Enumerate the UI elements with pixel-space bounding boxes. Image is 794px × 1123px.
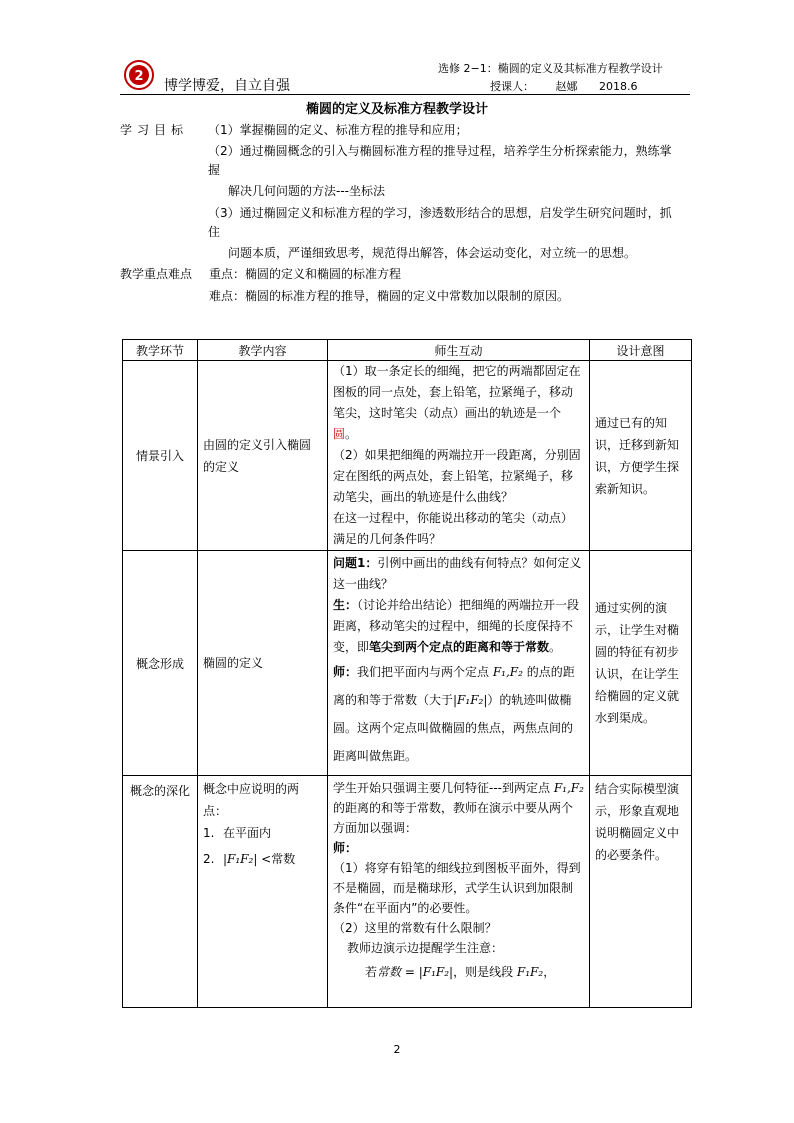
interaction-para: （1）将穿有铅笔的细线拉到图板平面外，得到不是椭圆，而是椭球形，式学生认识到加限制条件“在平面内”的必要性。 [333,861,581,915]
interaction-cell [328,551,590,776]
list-item: 1. 在平面内 [203,826,272,840]
table-row [123,776,692,1008]
interaction-para: 生：（讨论并给出结论）把细绳的两端拉开一段距离，移动笔尖的过程中，细绳的长度保持不变，即笔尖到两个定点的距离和等于常数。 [333,598,580,654]
interaction-para: 若常数 = |F₁F₂|，则是线段 F₁F₂， [365,965,556,979]
content-cell: 由圆的定义引入椭圆的定义 [198,361,328,551]
interaction-para: 师： [333,841,358,855]
intent-cell: 结合实际模型演示，形象直观地说明椭圆定义中的必要条件。 [590,776,692,1008]
header-divider [120,94,690,95]
interaction-para: 学生开始只强调主要几何特征---到两定点 F₁,F₂的距离的和等于常数，教师在演示中要从两个方面加以强调： [333,781,584,835]
teacher-name: 赵娜 [555,80,578,93]
date: 2018.6 [599,80,638,93]
objective-2a: （2）通过椭圆概念的引入与椭圆标准方程的推导过程，培养学生分析探索能力，熟练掌 [208,144,672,158]
table-header-row [123,340,692,361]
svg-text:2: 2 [134,69,144,84]
objective-3b: 住 [208,225,221,239]
intent-cell: 通过实例的演示，让学生对椭圆的特征有初步认识，在让学生给椭圆的定义就水到渠成。 [590,551,692,776]
table-row [123,551,692,776]
interaction-cell [328,776,590,1008]
header-stage: 教学环节 [123,340,198,361]
stage-cell: 概念形成 [123,551,198,776]
objectives-label: 学习目标 [120,123,189,137]
school-motto: 博学博爱，自立自强 [164,78,290,94]
content-cell: 概念中应说明的两点： 1. 在平面内 2. |F₁F₂| <常数 [198,776,328,1008]
document-title: 椭圆的定义及标准方程教学设计 [305,102,488,117]
course-title: 选修 2−1：椭圆的定义及其标准方程教学设计 [438,62,663,75]
key-point: 重点：椭圆的定义和椭圆的标准方程 [209,267,402,281]
school-logo [124,60,154,90]
list-item: 2. |F₁F₂| <常数 [203,852,296,866]
teacher-label: 授课人： [490,80,534,93]
interaction-para: 师：我们把平面内与两个定点 F₁,F₂ 的点的距离的和等于常数（大于|F₁F₂|）的轨迹叫做椭圆。这两个定点叫做椭圆的焦点，两焦点间的距离叫做焦距。 [333,665,575,763]
objective-3c: 问题本质，严谨细致思考，规范得出解答，体会运动变化，对立统一的思想。 [228,246,637,260]
header-content: 教学内容 [198,340,328,361]
objective-3a: （3）通过椭圆定义和标准方程的学习，渗透数形结合的思想，启发学生研究问题时，抓 [208,206,672,220]
difficulty-point: 难点：椭圆的标准方程的推导，椭圆的定义中常数加以限制的原因。 [209,289,570,303]
objective-1: （1）掌握椭圆的定义、标准方程的推导和应用； [208,123,468,137]
interaction-para: （2）如果把细绳的两端拉开一段距离，分别固定在图纸的两点处，套上铅笔，拉紧绳子，移动笔尖，画出的轨迹是什么曲线？ [333,448,581,504]
header-interaction: 师生互动 [328,340,590,361]
objective-2b: 握 [208,163,221,177]
lesson-table [122,339,692,1008]
interaction-para: 教师边演示边提醒学生注意： [347,941,504,955]
interaction-para: 在这一过程中，你能说出移动的笔尖（动点）满足的几何条件吗？ [333,511,574,546]
stage-cell: 情景引入 [123,361,198,551]
interaction-cell [328,361,590,551]
stage-cell: 概念的深化 [123,776,198,1008]
interaction-para: （1）取一条定长的细绳，把它的两端都固定在图板的同一点处，套上铅笔，拉紧绳子，移动笔尖，这时笔尖（动点）画出的轨迹是一个圆。 [333,364,581,441]
interaction-para: （2）这里的常数有什么限制？ [333,921,497,935]
objective-2c: 解决几何问题的方法---坐标法 [228,184,385,198]
content-cell: 椭圆的定义 [198,551,328,776]
intent-cell: 通过已有的知识，迁移到新知识，方便学生探索新知识。 [590,361,692,551]
keypoints-label: 教学重点难点 [120,267,193,281]
highlight-circle: 圆 [333,427,346,441]
page-number: 2 [393,1043,401,1056]
table-row [123,361,692,551]
header-intent: 设计意图 [590,340,692,361]
interaction-para: 问题1：引例中画出的曲线有何特点？如何定义这一曲线？ [333,556,582,591]
teacher-info [490,78,656,94]
